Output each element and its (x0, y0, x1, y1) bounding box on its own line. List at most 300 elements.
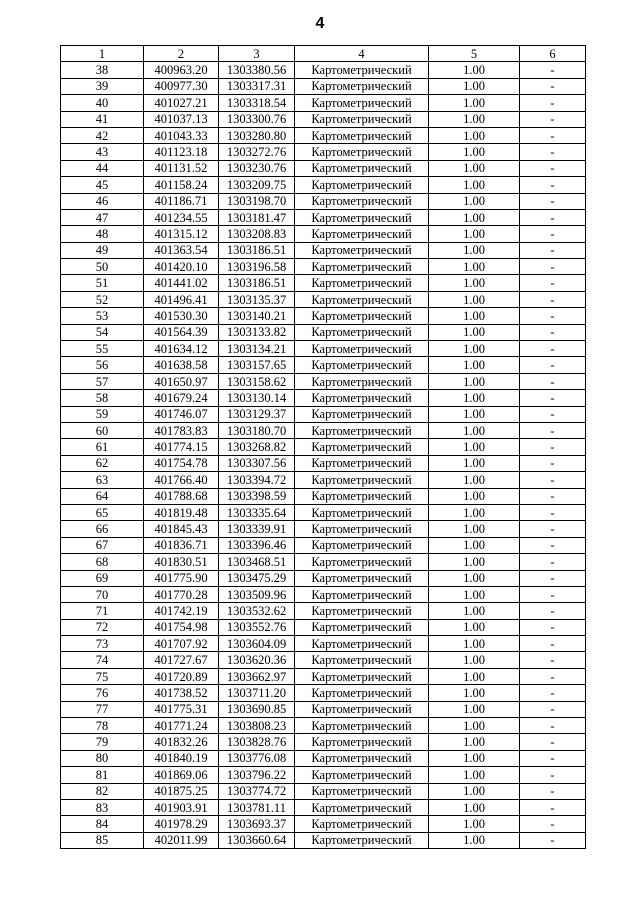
cell-coordinate-y: 1303693.37 (219, 816, 295, 832)
cell-coordinate-x: 401869.06 (144, 767, 219, 783)
cell-coordinate-y: 1303396.46 (219, 537, 295, 553)
table-row (61, 718, 586, 734)
cell-accuracy: 1.00 (429, 570, 520, 586)
cell-note: - (520, 209, 586, 225)
cell-coordinate-x: 401754.98 (144, 619, 219, 635)
column-header: 5 (429, 46, 520, 62)
cell-note: - (520, 701, 586, 717)
cell-point-number: 49 (61, 242, 144, 258)
cell-method: Картометрический (295, 799, 429, 815)
column-header: 4 (295, 46, 429, 62)
cell-note: - (520, 291, 586, 307)
cell-note: - (520, 439, 586, 455)
cell-accuracy: 1.00 (429, 144, 520, 160)
cell-point-number: 61 (61, 439, 144, 455)
cell-accuracy: 1.00 (429, 324, 520, 340)
column-header: 3 (219, 46, 295, 62)
cell-accuracy: 1.00 (429, 734, 520, 750)
cell-method: Картометрический (295, 78, 429, 94)
page-number: 4 (315, 15, 325, 32)
cell-coordinate-x: 401836.71 (144, 537, 219, 553)
table-row (61, 78, 586, 94)
cell-note: - (520, 636, 586, 652)
cell-coordinate-y: 1303140.21 (219, 308, 295, 324)
cell-method: Картометрический (295, 554, 429, 570)
cell-note: - (520, 652, 586, 668)
table-row (61, 259, 586, 275)
cell-accuracy: 1.00 (429, 521, 520, 537)
cell-accuracy: 1.00 (429, 586, 520, 602)
cell-coordinate-x: 401420.10 (144, 259, 219, 275)
cell-coordinate-x: 401234.55 (144, 209, 219, 225)
cell-coordinate-y: 1303196.58 (219, 259, 295, 275)
cell-note: - (520, 406, 586, 422)
cell-method: Картометрический (295, 275, 429, 291)
cell-point-number: 55 (61, 341, 144, 357)
cell-method: Картометрический (295, 242, 429, 258)
cell-accuracy: 1.00 (429, 95, 520, 111)
table-row (61, 193, 586, 209)
cell-note: - (520, 226, 586, 242)
cell-point-number: 84 (61, 816, 144, 832)
cell-coordinate-x: 401564.39 (144, 324, 219, 340)
table-row (61, 586, 586, 602)
table-row (61, 685, 586, 701)
table-row (61, 324, 586, 340)
cell-coordinate-x: 400977.30 (144, 78, 219, 94)
cell-point-number: 59 (61, 406, 144, 422)
cell-accuracy: 1.00 (429, 718, 520, 734)
cell-note: - (520, 521, 586, 537)
cell-accuracy: 1.00 (429, 357, 520, 373)
cell-point-number: 76 (61, 685, 144, 701)
cell-coordinate-x: 401754.78 (144, 455, 219, 471)
cell-point-number: 72 (61, 619, 144, 635)
cell-accuracy: 1.00 (429, 504, 520, 520)
cell-coordinate-x: 401775.31 (144, 701, 219, 717)
cell-coordinate-x: 401043.33 (144, 127, 219, 143)
cell-coordinate-x: 401978.29 (144, 816, 219, 832)
table-row (61, 799, 586, 815)
cell-point-number: 78 (61, 718, 144, 734)
cell-coordinate-y: 1303209.75 (219, 177, 295, 193)
cell-coordinate-x: 401727.67 (144, 652, 219, 668)
cell-point-number: 56 (61, 357, 144, 373)
cell-point-number: 54 (61, 324, 144, 340)
cell-coordinate-y: 1303134.21 (219, 341, 295, 357)
cell-note: - (520, 816, 586, 832)
cell-note: - (520, 160, 586, 176)
cell-point-number: 50 (61, 259, 144, 275)
cell-point-number: 77 (61, 701, 144, 717)
cell-coordinate-x: 401766.40 (144, 472, 219, 488)
cell-coordinate-x: 401123.18 (144, 144, 219, 160)
cell-accuracy: 1.00 (429, 783, 520, 799)
cell-coordinate-y: 1303339.91 (219, 521, 295, 537)
cell-point-number: 45 (61, 177, 144, 193)
cell-note: - (520, 586, 586, 602)
cell-note: - (520, 62, 586, 78)
cell-coordinate-y: 1303317.31 (219, 78, 295, 94)
cell-coordinate-y: 1303180.70 (219, 422, 295, 438)
cell-note: - (520, 341, 586, 357)
table-row (61, 160, 586, 176)
table-row (61, 226, 586, 242)
cell-coordinate-y: 1303130.14 (219, 390, 295, 406)
cell-accuracy: 1.00 (429, 373, 520, 389)
cell-coordinate-x: 401158.24 (144, 177, 219, 193)
cell-accuracy: 1.00 (429, 406, 520, 422)
table-row (61, 636, 586, 652)
cell-note: - (520, 78, 586, 94)
cell-method: Картометрический (295, 373, 429, 389)
column-header: 1 (61, 46, 144, 62)
table-row (61, 406, 586, 422)
table-row (61, 701, 586, 717)
cell-accuracy: 1.00 (429, 832, 520, 848)
cell-accuracy: 1.00 (429, 259, 520, 275)
cell-coordinate-y: 1303158.62 (219, 373, 295, 389)
cell-coordinate-y: 1303604.09 (219, 636, 295, 652)
cell-method: Картометрический (295, 767, 429, 783)
cell-coordinate-x: 401131.52 (144, 160, 219, 176)
cell-accuracy: 1.00 (429, 439, 520, 455)
cell-accuracy: 1.00 (429, 422, 520, 438)
table-body (61, 62, 586, 849)
cell-note: - (520, 455, 586, 471)
cell-method: Картометрический (295, 685, 429, 701)
cell-coordinate-x: 401845.43 (144, 521, 219, 537)
cell-method: Картометрический (295, 422, 429, 438)
cell-point-number: 43 (61, 144, 144, 160)
cell-point-number: 73 (61, 636, 144, 652)
cell-point-number: 44 (61, 160, 144, 176)
cell-coordinate-y: 1303198.70 (219, 193, 295, 209)
cell-coordinate-y: 1303135.37 (219, 291, 295, 307)
cell-method: Картометрический (295, 160, 429, 176)
cell-point-number: 52 (61, 291, 144, 307)
cell-coordinate-x: 401530.30 (144, 308, 219, 324)
cell-method: Картометрический (295, 521, 429, 537)
cell-accuracy: 1.00 (429, 799, 520, 815)
cell-point-number: 83 (61, 799, 144, 815)
cell-note: - (520, 832, 586, 848)
cell-accuracy: 1.00 (429, 619, 520, 635)
cell-method: Картометрический (295, 734, 429, 750)
cell-coordinate-y: 1303774.72 (219, 783, 295, 799)
table-row (61, 390, 586, 406)
cell-point-number: 79 (61, 734, 144, 750)
cell-point-number: 38 (61, 62, 144, 78)
cell-coordinate-y: 1303280.80 (219, 127, 295, 143)
cell-accuracy: 1.00 (429, 242, 520, 258)
cell-method: Картометрический (295, 488, 429, 504)
cell-accuracy: 1.00 (429, 127, 520, 143)
cell-note: - (520, 357, 586, 373)
cell-note: - (520, 308, 586, 324)
cell-point-number: 42 (61, 127, 144, 143)
cell-coordinate-y: 1303690.85 (219, 701, 295, 717)
cell-point-number: 57 (61, 373, 144, 389)
cell-accuracy: 1.00 (429, 537, 520, 553)
table-header (61, 46, 586, 62)
cell-point-number: 85 (61, 832, 144, 848)
cell-note: - (520, 472, 586, 488)
cell-accuracy: 1.00 (429, 62, 520, 78)
cell-coordinate-y: 1303796.22 (219, 767, 295, 783)
cell-accuracy: 1.00 (429, 488, 520, 504)
cell-note: - (520, 668, 586, 684)
cell-method: Картометрический (295, 586, 429, 602)
cell-method: Картометрический (295, 341, 429, 357)
table-row (61, 242, 586, 258)
cell-accuracy: 1.00 (429, 308, 520, 324)
table-row (61, 783, 586, 799)
cell-coordinate-x: 401903.91 (144, 799, 219, 815)
cell-coordinate-x: 402011.99 (144, 832, 219, 848)
cell-note: - (520, 275, 586, 291)
cell-note: - (520, 734, 586, 750)
cell-accuracy: 1.00 (429, 767, 520, 783)
cell-coordinate-y: 1303307.56 (219, 455, 295, 471)
cell-method: Картометрический (295, 177, 429, 193)
cell-note: - (520, 111, 586, 127)
cell-note: - (520, 767, 586, 783)
cell-coordinate-x: 401315.12 (144, 226, 219, 242)
table-row (61, 750, 586, 766)
cell-point-number: 80 (61, 750, 144, 766)
table-row (61, 504, 586, 520)
cell-point-number: 75 (61, 668, 144, 684)
cell-method: Картометрический (295, 570, 429, 586)
cell-point-number: 66 (61, 521, 144, 537)
cell-method: Картометрический (295, 406, 429, 422)
cell-note: - (520, 127, 586, 143)
table-row (61, 570, 586, 586)
cell-coordinate-y: 1303662.97 (219, 668, 295, 684)
cell-method: Картометрический (295, 750, 429, 766)
cell-point-number: 63 (61, 472, 144, 488)
table-row (61, 767, 586, 783)
cell-point-number: 47 (61, 209, 144, 225)
cell-accuracy: 1.00 (429, 291, 520, 307)
cell-method: Картометрический (295, 816, 429, 832)
cell-point-number: 64 (61, 488, 144, 504)
table-row (61, 816, 586, 832)
cell-coordinate-y: 1303468.51 (219, 554, 295, 570)
cell-note: - (520, 619, 586, 635)
cell-coordinate-y: 1303552.76 (219, 619, 295, 635)
cell-coordinate-y: 1303318.54 (219, 95, 295, 111)
cell-method: Картометрический (295, 209, 429, 225)
cell-method: Картометрический (295, 226, 429, 242)
cell-note: - (520, 488, 586, 504)
cell-accuracy: 1.00 (429, 226, 520, 242)
cell-method: Картометрический (295, 603, 429, 619)
table-row (61, 455, 586, 471)
cell-point-number: 68 (61, 554, 144, 570)
cell-coordinate-y: 1303532.62 (219, 603, 295, 619)
cell-coordinate-y: 1303398.59 (219, 488, 295, 504)
cell-note: - (520, 259, 586, 275)
cell-accuracy: 1.00 (429, 275, 520, 291)
cell-coordinate-y: 1303808.23 (219, 718, 295, 734)
cell-coordinate-x: 401840.19 (144, 750, 219, 766)
cell-coordinate-x: 401634.12 (144, 341, 219, 357)
cell-method: Картометрический (295, 537, 429, 553)
table-row (61, 111, 586, 127)
cell-coordinate-y: 1303268.82 (219, 439, 295, 455)
cell-coordinate-x: 401496.41 (144, 291, 219, 307)
table-row (61, 177, 586, 193)
cell-note: - (520, 570, 586, 586)
cell-coordinate-y: 1303660.64 (219, 832, 295, 848)
cell-note: - (520, 504, 586, 520)
cell-coordinate-x: 401707.92 (144, 636, 219, 652)
cell-method: Картометрический (295, 144, 429, 160)
cell-note: - (520, 144, 586, 160)
cell-coordinate-y: 1303711.20 (219, 685, 295, 701)
cell-point-number: 74 (61, 652, 144, 668)
cell-coordinate-y: 1303380.56 (219, 62, 295, 78)
cell-accuracy: 1.00 (429, 455, 520, 471)
table-row (61, 373, 586, 389)
table-row (61, 439, 586, 455)
cell-point-number: 69 (61, 570, 144, 586)
cell-note: - (520, 422, 586, 438)
cell-method: Картометрический (295, 718, 429, 734)
cell-method: Картометрический (295, 291, 429, 307)
cell-coordinate-x: 401027.21 (144, 95, 219, 111)
table-row (61, 603, 586, 619)
table-row (61, 144, 586, 160)
cell-point-number: 81 (61, 767, 144, 783)
cell-accuracy: 1.00 (429, 554, 520, 570)
cell-coordinate-y: 1303157.65 (219, 357, 295, 373)
cell-coordinate-y: 1303776.08 (219, 750, 295, 766)
cell-method: Картометрический (295, 439, 429, 455)
cell-coordinate-x: 401363.54 (144, 242, 219, 258)
cell-method: Картометрический (295, 783, 429, 799)
cell-accuracy: 1.00 (429, 177, 520, 193)
cell-coordinate-y: 1303620.36 (219, 652, 295, 668)
cell-note: - (520, 390, 586, 406)
cell-point-number: 39 (61, 78, 144, 94)
cell-note: - (520, 537, 586, 553)
cell-method: Картометрический (295, 390, 429, 406)
cell-accuracy: 1.00 (429, 816, 520, 832)
cell-note: - (520, 685, 586, 701)
cell-point-number: 40 (61, 95, 144, 111)
cell-coordinate-x: 401788.68 (144, 488, 219, 504)
cell-coordinate-x: 401738.52 (144, 685, 219, 701)
cell-accuracy: 1.00 (429, 160, 520, 176)
cell-accuracy: 1.00 (429, 750, 520, 766)
cell-note: - (520, 193, 586, 209)
table-row (61, 734, 586, 750)
cell-note: - (520, 373, 586, 389)
cell-note: - (520, 750, 586, 766)
cell-point-number: 62 (61, 455, 144, 471)
cell-coordinate-x: 401875.25 (144, 783, 219, 799)
cell-coordinate-x: 401770.28 (144, 586, 219, 602)
cell-accuracy: 1.00 (429, 390, 520, 406)
cell-coordinate-y: 1303129.37 (219, 406, 295, 422)
cell-accuracy: 1.00 (429, 341, 520, 357)
table-row (61, 422, 586, 438)
cell-accuracy: 1.00 (429, 668, 520, 684)
cell-method: Картометрический (295, 62, 429, 78)
table-row (61, 291, 586, 307)
cell-method: Картометрический (295, 472, 429, 488)
cell-coordinate-y: 1303335.64 (219, 504, 295, 520)
cell-method: Картометрический (295, 259, 429, 275)
cell-point-number: 46 (61, 193, 144, 209)
cell-method: Картометрический (295, 193, 429, 209)
cell-point-number: 65 (61, 504, 144, 520)
cell-coordinate-y: 1303475.29 (219, 570, 295, 586)
cell-accuracy: 1.00 (429, 603, 520, 619)
header-row (61, 46, 586, 62)
table-row (61, 668, 586, 684)
cell-note: - (520, 603, 586, 619)
cell-accuracy: 1.00 (429, 652, 520, 668)
cell-note: - (520, 554, 586, 570)
table-row (61, 488, 586, 504)
table-row (61, 521, 586, 537)
cell-coordinate-y: 1303133.82 (219, 324, 295, 340)
cell-point-number: 60 (61, 422, 144, 438)
table-row (61, 619, 586, 635)
cell-coordinate-y: 1303300.76 (219, 111, 295, 127)
cell-note: - (520, 718, 586, 734)
cell-coordinate-x: 401746.07 (144, 406, 219, 422)
cell-coordinate-y: 1303828.76 (219, 734, 295, 750)
cell-accuracy: 1.00 (429, 209, 520, 225)
cell-coordinate-y: 1303181.47 (219, 209, 295, 225)
cell-coordinate-x: 401775.90 (144, 570, 219, 586)
cell-note: - (520, 95, 586, 111)
cell-coordinate-y: 1303781.11 (219, 799, 295, 815)
cell-method: Картометрический (295, 636, 429, 652)
table-row (61, 308, 586, 324)
cell-method: Картометрический (295, 832, 429, 848)
cell-coordinate-x: 401774.15 (144, 439, 219, 455)
cell-accuracy: 1.00 (429, 111, 520, 127)
coordinates-table (60, 45, 586, 849)
cell-coordinate-y: 1303394.72 (219, 472, 295, 488)
cell-point-number: 71 (61, 603, 144, 619)
cell-coordinate-x: 401742.19 (144, 603, 219, 619)
cell-coordinate-y: 1303509.96 (219, 586, 295, 602)
cell-point-number: 51 (61, 275, 144, 291)
table-row (61, 832, 586, 848)
cell-coordinate-y: 1303186.51 (219, 242, 295, 258)
cell-method: Картометрический (295, 668, 429, 684)
cell-coordinate-x: 401650.97 (144, 373, 219, 389)
cell-coordinate-y: 1303208.83 (219, 226, 295, 242)
cell-accuracy: 1.00 (429, 685, 520, 701)
cell-note: - (520, 242, 586, 258)
table-row (61, 357, 586, 373)
cell-coordinate-x: 401830.51 (144, 554, 219, 570)
table-row (61, 275, 586, 291)
cell-accuracy: 1.00 (429, 701, 520, 717)
table-row (61, 341, 586, 357)
cell-method: Картометрический (295, 455, 429, 471)
cell-coordinate-x: 401783.83 (144, 422, 219, 438)
cell-coordinate-y: 1303230.76 (219, 160, 295, 176)
